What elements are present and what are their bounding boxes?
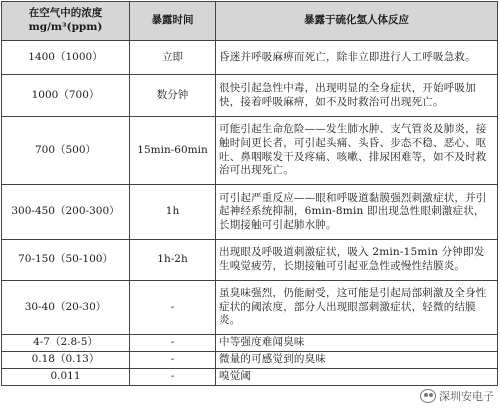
cell-time: -: [130, 369, 216, 386]
table-header-row: [2, 2, 498, 41]
table-row: [2, 185, 498, 240]
h2s-exposure-table: [1, 1, 498, 386]
cell-time: 1h: [130, 185, 216, 240]
cell-concentration: 0.18（0.13）: [2, 352, 130, 369]
table-row: [2, 335, 498, 352]
cell-reaction: 嗅觉阈: [216, 369, 498, 386]
header-exposure-time: 暴露时间: [130, 2, 216, 41]
cell-concentration: 300-450（200-300）: [2, 185, 130, 240]
cell-time: 1h-2h: [130, 240, 216, 281]
cell-concentration: 0.011: [2, 369, 130, 386]
cell-time: 数分钟: [130, 75, 216, 117]
cell-reaction: 昏迷并呼吸麻痹而死亡，除非立即进行人工呼吸急救。: [216, 41, 498, 75]
wechat-icon: [420, 389, 436, 403]
cell-concentration: 30-40（20-30）: [2, 281, 130, 335]
watermark-text: 深圳安电子: [439, 390, 494, 403]
cell-time: 15min-60min: [130, 117, 216, 185]
cell-reaction: 微量的可感觉到的臭味: [216, 352, 498, 369]
table-row: [2, 117, 498, 185]
cell-concentration: 1000（700）: [2, 75, 130, 117]
table-row: [2, 369, 498, 386]
cell-reaction: 中等强度难闻臭味: [216, 335, 498, 352]
cell-time: -: [130, 352, 216, 369]
cell-concentration: 700（500）: [2, 117, 130, 185]
table-row: [2, 352, 498, 369]
cell-reaction: 很快引起急性中毒，出现明显的全身症状，开始呼吸加快，接着呼吸麻痹，如不及时救治可出现死亡。: [216, 75, 498, 117]
cell-concentration: 1400（1000）: [2, 41, 130, 75]
cell-concentration: 70-150（50-100）: [2, 240, 130, 281]
cell-time: -: [130, 335, 216, 352]
watermark: [420, 388, 494, 404]
cell-concentration: 4-7（2.8-5）: [2, 335, 130, 352]
cell-reaction: 出现眼及呼吸道刺激症状，吸入 2min-15min 分钟即发生嗅觉疲劳，长期接触可引起亚急性或慢性结膜炎。: [216, 240, 498, 281]
cell-time: 立即: [130, 41, 216, 75]
table-row: [2, 41, 498, 75]
header-concentration: [2, 2, 130, 41]
header-concentration-unit: mg/m³(ppm): [28, 21, 103, 33]
table-row: [2, 240, 498, 281]
cell-reaction: 可能引起生命危险——发生肺水肿、支气管炎及肺炎，接触时间更长者，可引起头痛、头昏、步态不稳、恶心、呕吐、鼻咽喉发干及疼痛、咳嗽、排尿困难等，如不及时救治可出现死亡。: [216, 117, 498, 185]
header-concentration-label: 在空气中的浓度: [28, 7, 103, 20]
cell-time: -: [130, 281, 216, 335]
table-row: [2, 75, 498, 117]
cell-reaction: 可引起严重反应——眼和呼吸道黏膜强烈刺激症状，并引起神经系统抑制，6min-8min 即出现急性眼刺激症状，长期接触可引起肺水肿。: [216, 185, 498, 240]
table-row: [2, 281, 498, 335]
header-reaction: 暴露于硫化氢人体反应: [216, 2, 498, 41]
cell-reaction: 虽臭味强烈，仍能耐受，这可能是引起局部刺激及全身性症状的阈浓度，部分人出现眼部刺激症状，轻微的结膜炎。: [216, 281, 498, 335]
